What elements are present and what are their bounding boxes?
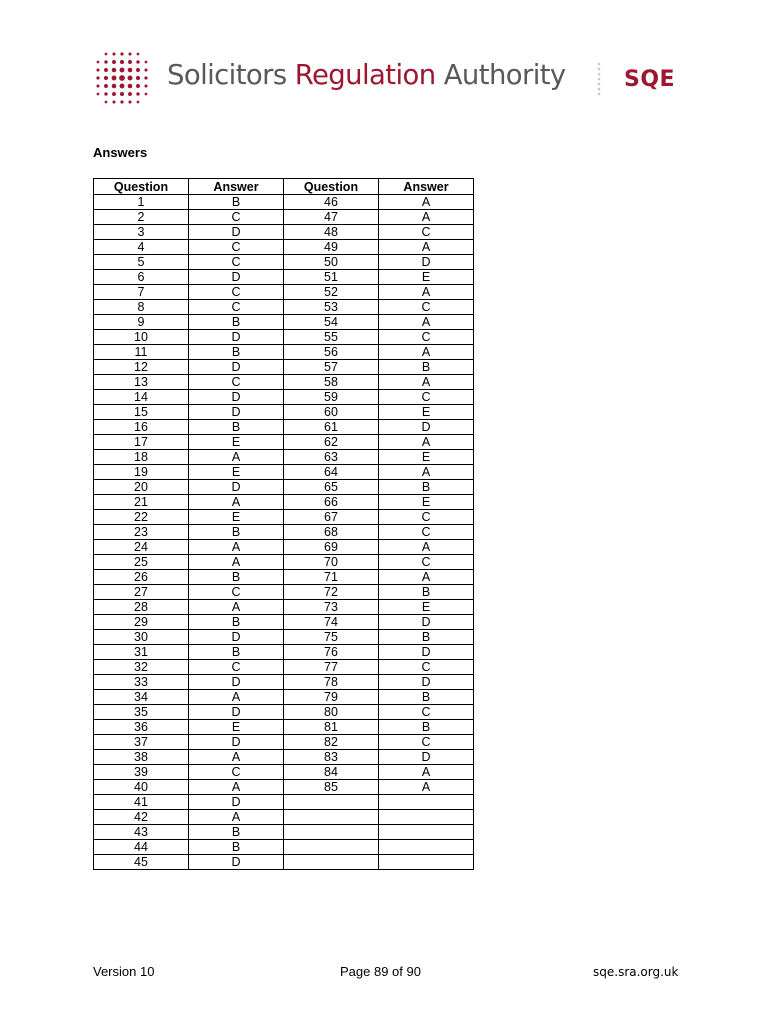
logo-dot — [144, 84, 147, 87]
answer-cell: C — [189, 375, 284, 390]
logo-dot — [96, 84, 99, 87]
table-row — [94, 495, 474, 510]
question-cell: 76 — [284, 645, 379, 660]
table-row — [94, 600, 474, 615]
question-cell — [284, 795, 379, 810]
answer-cell: D — [189, 360, 284, 375]
org-name-part-1: Solicitors — [167, 59, 295, 91]
question-cell: 13 — [94, 375, 189, 390]
header-separator — [597, 62, 601, 98]
answer-cell: D — [189, 330, 284, 345]
question-cell: 52 — [284, 285, 379, 300]
answer-cell: C — [189, 765, 284, 780]
logo-dot — [120, 84, 125, 89]
sra-logo-icon — [90, 46, 154, 110]
answer-cell: B — [189, 570, 284, 585]
answer-cell: A — [189, 540, 284, 555]
logo-dot — [136, 76, 140, 80]
question-cell: 66 — [284, 495, 379, 510]
table-row — [94, 375, 474, 390]
logo-dot — [105, 53, 108, 56]
table-row — [94, 285, 474, 300]
org-name-part-3: Authority — [435, 59, 566, 91]
table-row — [94, 195, 474, 210]
question-cell: 27 — [94, 585, 189, 600]
question-cell: 38 — [94, 750, 189, 765]
answer-cell: A — [379, 465, 474, 480]
question-cell: 18 — [94, 450, 189, 465]
question-cell: 71 — [284, 570, 379, 585]
table-row — [94, 330, 474, 345]
table-row — [94, 255, 474, 270]
answer-cell: B — [189, 615, 284, 630]
table-row — [94, 315, 474, 330]
table-row — [94, 660, 474, 675]
question-cell: 60 — [284, 405, 379, 420]
question-cell: 43 — [94, 825, 189, 840]
logo-dot — [96, 68, 99, 71]
logo-dot — [104, 68, 108, 72]
answer-cell: A — [379, 195, 474, 210]
answer-cell: B — [379, 720, 474, 735]
table-header-row — [94, 179, 474, 195]
table-row — [94, 795, 474, 810]
question-cell: 12 — [94, 360, 189, 375]
answer-cell: A — [379, 435, 474, 450]
answer-cell: B — [189, 420, 284, 435]
question-cell: 17 — [94, 435, 189, 450]
logo-dot — [144, 76, 147, 79]
logo-dot — [145, 93, 148, 96]
question-cell: 39 — [94, 765, 189, 780]
answer-cell: D — [189, 480, 284, 495]
logo-dot — [145, 61, 148, 64]
answer-cell: D — [379, 645, 474, 660]
table-row — [94, 360, 474, 375]
column-header-answer-2: Answer — [379, 179, 474, 195]
answer-cell: B — [189, 315, 284, 330]
question-cell: 63 — [284, 450, 379, 465]
footer-url: sqe.sra.org.uk — [593, 965, 679, 979]
table-row — [94, 840, 474, 855]
logo-dot — [128, 100, 131, 103]
answer-cell: C — [379, 705, 474, 720]
answer-cell: A — [189, 690, 284, 705]
question-cell: 16 — [94, 420, 189, 435]
organisation-name — [167, 59, 566, 91]
question-cell: 11 — [94, 345, 189, 360]
table-row — [94, 240, 474, 255]
answer-cell: C — [189, 255, 284, 270]
question-cell: 29 — [94, 615, 189, 630]
answer-cell: D — [189, 855, 284, 870]
table-row — [94, 645, 474, 660]
answer-cell: B — [379, 360, 474, 375]
answer-cell: A — [379, 570, 474, 585]
question-cell: 1 — [94, 195, 189, 210]
logo-dot — [136, 84, 140, 88]
answer-cell: B — [379, 585, 474, 600]
logo-dot — [112, 84, 117, 89]
answer-cell: D — [189, 675, 284, 690]
answer-cell: C — [379, 225, 474, 240]
table-row — [94, 750, 474, 765]
logo-dot — [128, 76, 133, 81]
answer-cell: D — [189, 705, 284, 720]
question-cell: 21 — [94, 495, 189, 510]
answer-cell: B — [189, 825, 284, 840]
logo-dot — [136, 68, 140, 72]
table-row — [94, 405, 474, 420]
question-cell: 73 — [284, 600, 379, 615]
question-cell: 8 — [94, 300, 189, 315]
answer-cell: A — [379, 780, 474, 795]
question-cell: 36 — [94, 720, 189, 735]
table-row — [94, 525, 474, 540]
table-row — [94, 780, 474, 795]
answer-cell: B — [189, 840, 284, 855]
answer-cell: B — [189, 195, 284, 210]
table-row — [94, 690, 474, 705]
question-cell: 14 — [94, 390, 189, 405]
logo-dot — [112, 60, 116, 64]
question-cell: 24 — [94, 540, 189, 555]
table-row — [94, 675, 474, 690]
question-cell: 3 — [94, 225, 189, 240]
question-cell: 82 — [284, 735, 379, 750]
answer-cell: C — [189, 585, 284, 600]
answer-cell: A — [379, 285, 474, 300]
answer-cell: A — [379, 375, 474, 390]
logo-dot — [104, 76, 108, 80]
section-heading: Answers — [93, 145, 148, 160]
question-cell: 41 — [94, 795, 189, 810]
table-row — [94, 765, 474, 780]
answer-cell: A — [189, 780, 284, 795]
question-cell: 72 — [284, 585, 379, 600]
logo-dot — [112, 68, 117, 73]
answer-cell — [379, 855, 474, 870]
column-header-question-2: Question — [284, 179, 379, 195]
logo-dot — [120, 100, 123, 103]
table-row — [94, 735, 474, 750]
answer-cell: D — [189, 405, 284, 420]
answer-cell: D — [189, 225, 284, 240]
answer-cell — [379, 810, 474, 825]
question-cell: 56 — [284, 345, 379, 360]
question-cell: 9 — [94, 315, 189, 330]
logo-dot — [128, 84, 133, 89]
logo-dot — [97, 93, 100, 96]
question-cell: 40 — [94, 780, 189, 795]
answer-cell: C — [189, 240, 284, 255]
question-cell: 51 — [284, 270, 379, 285]
logo-dot — [112, 100, 115, 103]
question-cell — [284, 840, 379, 855]
answer-cell — [379, 825, 474, 840]
question-cell: 57 — [284, 360, 379, 375]
question-cell: 42 — [94, 810, 189, 825]
footer-page-number: Page 89 of 90 — [340, 964, 421, 979]
logo-dot — [104, 60, 107, 63]
answer-cell: C — [379, 390, 474, 405]
table-row — [94, 300, 474, 315]
answer-cell: A — [379, 210, 474, 225]
sqe-logo-text: SQE — [624, 67, 676, 92]
question-cell: 22 — [94, 510, 189, 525]
question-cell: 58 — [284, 375, 379, 390]
answer-cell: A — [189, 450, 284, 465]
question-cell: 61 — [284, 420, 379, 435]
logo-dot — [120, 60, 124, 64]
question-cell: 26 — [94, 570, 189, 585]
table-row — [94, 720, 474, 735]
question-cell: 32 — [94, 660, 189, 675]
answer-cell: A — [379, 315, 474, 330]
answer-cell: B — [379, 630, 474, 645]
logo-dot — [136, 92, 139, 95]
table-row — [94, 270, 474, 285]
table-row — [94, 480, 474, 495]
page-header — [90, 46, 690, 110]
question-cell: 77 — [284, 660, 379, 675]
question-cell: 55 — [284, 330, 379, 345]
logo-dot — [105, 101, 108, 104]
question-cell: 4 — [94, 240, 189, 255]
question-cell: 62 — [284, 435, 379, 450]
answer-cell: A — [189, 495, 284, 510]
answer-cell: A — [189, 555, 284, 570]
logo-dot — [120, 52, 123, 55]
question-cell: 44 — [94, 840, 189, 855]
answer-cell: A — [189, 750, 284, 765]
logo-dot — [97, 61, 100, 64]
logo-dot — [144, 68, 147, 71]
question-cell: 50 — [284, 255, 379, 270]
answer-cell: E — [189, 510, 284, 525]
question-cell: 85 — [284, 780, 379, 795]
question-cell: 48 — [284, 225, 379, 240]
table-row — [94, 810, 474, 825]
answer-cell: C — [189, 285, 284, 300]
answer-cell: B — [189, 525, 284, 540]
answer-cell: E — [189, 435, 284, 450]
question-cell: 49 — [284, 240, 379, 255]
logo-dot — [136, 60, 139, 63]
table-row — [94, 225, 474, 240]
question-cell: 79 — [284, 690, 379, 705]
question-cell: 78 — [284, 675, 379, 690]
answer-cell: E — [379, 405, 474, 420]
logo-dot — [120, 68, 125, 73]
question-cell: 67 — [284, 510, 379, 525]
table-row — [94, 540, 474, 555]
logo-dot — [96, 76, 99, 79]
answer-cell: E — [379, 270, 474, 285]
answer-cell: D — [379, 255, 474, 270]
question-cell: 64 — [284, 465, 379, 480]
answer-cell: D — [189, 390, 284, 405]
answer-cell — [379, 795, 474, 810]
table-row — [94, 570, 474, 585]
answer-cell: A — [379, 345, 474, 360]
answer-cell: B — [379, 690, 474, 705]
question-cell: 54 — [284, 315, 379, 330]
question-cell — [284, 855, 379, 870]
table-row — [94, 435, 474, 450]
answer-cell: E — [379, 495, 474, 510]
question-cell: 7 — [94, 285, 189, 300]
table-row — [94, 210, 474, 225]
question-cell: 84 — [284, 765, 379, 780]
question-cell: 30 — [94, 630, 189, 645]
question-cell: 83 — [284, 750, 379, 765]
question-cell: 46 — [284, 195, 379, 210]
question-cell: 59 — [284, 390, 379, 405]
table-row — [94, 390, 474, 405]
question-cell — [284, 825, 379, 840]
table-row — [94, 585, 474, 600]
question-cell: 5 — [94, 255, 189, 270]
question-cell: 23 — [94, 525, 189, 540]
answer-cell: C — [379, 330, 474, 345]
logo-dot — [137, 101, 140, 104]
answer-cell: D — [379, 675, 474, 690]
answer-cell: B — [189, 645, 284, 660]
answer-cell: C — [379, 510, 474, 525]
answer-cell: D — [189, 630, 284, 645]
answer-cell: E — [379, 600, 474, 615]
org-name-part-2: Regulation — [294, 59, 436, 91]
answer-cell: A — [379, 540, 474, 555]
table-row — [94, 630, 474, 645]
logo-dot — [120, 92, 124, 96]
footer-version: Version 10 — [93, 964, 155, 979]
answer-cell — [379, 840, 474, 855]
answer-cell: D — [189, 795, 284, 810]
question-cell: 15 — [94, 405, 189, 420]
answer-cell: D — [189, 270, 284, 285]
question-cell: 25 — [94, 555, 189, 570]
question-cell: 53 — [284, 300, 379, 315]
answers-table — [93, 178, 474, 870]
answer-cell: C — [189, 210, 284, 225]
column-header-answer-1: Answer — [189, 179, 284, 195]
question-cell: 2 — [94, 210, 189, 225]
logo-dot — [112, 52, 115, 55]
logo-dot — [104, 84, 108, 88]
question-cell: 80 — [284, 705, 379, 720]
question-cell: 69 — [284, 540, 379, 555]
logo-dot — [128, 92, 132, 96]
answer-cell: D — [379, 615, 474, 630]
answer-cell: A — [189, 810, 284, 825]
table-row — [94, 825, 474, 840]
question-cell: 35 — [94, 705, 189, 720]
question-cell: 74 — [284, 615, 379, 630]
question-cell: 81 — [284, 720, 379, 735]
answer-cell: D — [189, 735, 284, 750]
answer-cell: C — [379, 735, 474, 750]
logo-dot — [137, 53, 140, 56]
logo-dot — [128, 52, 131, 55]
column-header-question-1: Question — [94, 179, 189, 195]
question-cell: 19 — [94, 465, 189, 480]
question-cell: 6 — [94, 270, 189, 285]
table-row — [94, 615, 474, 630]
table-row — [94, 450, 474, 465]
question-cell: 28 — [94, 600, 189, 615]
question-cell: 70 — [284, 555, 379, 570]
answer-cell: D — [379, 420, 474, 435]
question-cell: 31 — [94, 645, 189, 660]
question-cell: 75 — [284, 630, 379, 645]
answer-cell: C — [189, 660, 284, 675]
question-cell: 47 — [284, 210, 379, 225]
answer-cell: C — [379, 525, 474, 540]
table-row — [94, 555, 474, 570]
answer-cell: E — [189, 720, 284, 735]
table-row — [94, 420, 474, 435]
question-cell: 34 — [94, 690, 189, 705]
logo-dot — [104, 92, 107, 95]
question-cell: 45 — [94, 855, 189, 870]
answer-cell: B — [189, 345, 284, 360]
table-row — [94, 345, 474, 360]
question-cell: 37 — [94, 735, 189, 750]
logo-dot — [112, 76, 117, 81]
logo-dot — [128, 60, 132, 64]
table-row — [94, 855, 474, 870]
question-cell: 10 — [94, 330, 189, 345]
answer-cell: B — [379, 480, 474, 495]
answer-cell: C — [379, 660, 474, 675]
logo-dot — [112, 92, 116, 96]
answer-cell: A — [379, 240, 474, 255]
answer-cell: C — [379, 300, 474, 315]
table-row — [94, 705, 474, 720]
answer-cell: C — [379, 555, 474, 570]
answer-cell: E — [189, 465, 284, 480]
question-cell — [284, 810, 379, 825]
question-cell: 68 — [284, 525, 379, 540]
question-cell: 20 — [94, 480, 189, 495]
table-row — [94, 465, 474, 480]
table-row — [94, 510, 474, 525]
logo-dot — [128, 68, 133, 73]
logo-dot — [119, 75, 125, 81]
answer-cell: D — [379, 750, 474, 765]
answer-cell: C — [189, 300, 284, 315]
question-cell: 65 — [284, 480, 379, 495]
answer-cell: A — [379, 765, 474, 780]
answer-cell: A — [189, 600, 284, 615]
question-cell: 33 — [94, 675, 189, 690]
answer-cell: E — [379, 450, 474, 465]
